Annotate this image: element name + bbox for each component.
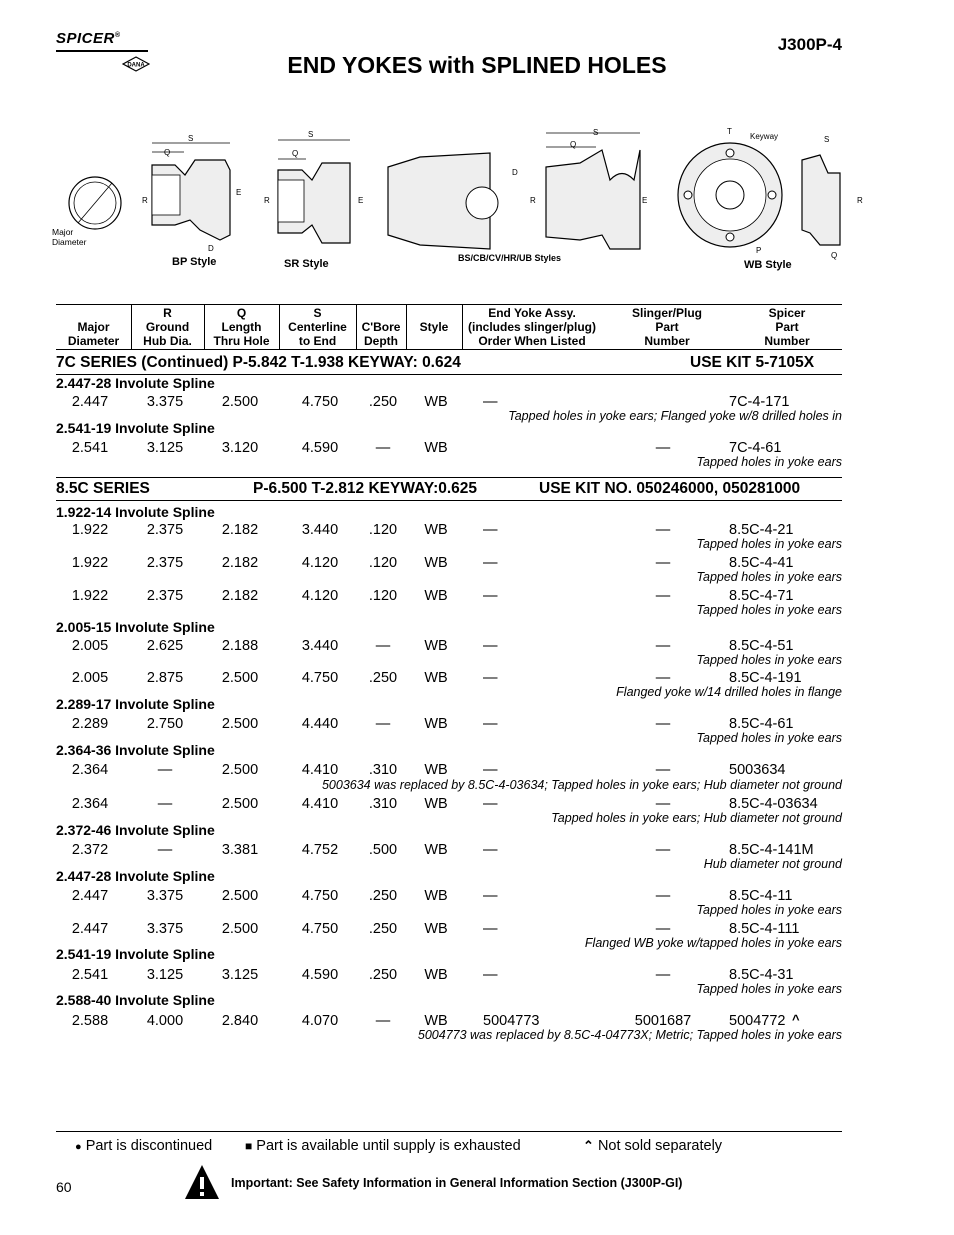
header-cell: [462, 305, 602, 349]
dim-q-sr: Q: [292, 149, 299, 158]
row-note: Hub diameter not ground: [703, 857, 842, 871]
row-note: Tapped holes in yoke ears: [696, 653, 842, 667]
dim-s-bs: S: [593, 128, 599, 137]
page-number: 60: [56, 1179, 72, 1195]
table-cell: —: [375, 716, 391, 732]
table-cell: .250: [368, 888, 398, 904]
row-note: Tapped holes in yoke ears: [696, 731, 842, 745]
major-diameter-label-2: Diameter: [52, 237, 87, 247]
table-cell: 4.120: [301, 588, 339, 604]
table-cell: 8.5C-4-71: [729, 588, 794, 604]
table-cell: .120: [368, 555, 398, 571]
table-cell: 3.125: [146, 967, 184, 983]
dim-q: Q: [164, 148, 171, 157]
dim-r-sr: R: [264, 196, 270, 205]
table-cell: 8.5C-4-31: [729, 967, 794, 983]
wb-style-label: WB Style: [744, 259, 792, 271]
row-note: Tapped holes in yoke ears: [696, 537, 842, 551]
dim-r-bs: R: [530, 196, 536, 205]
table-cell: —: [483, 588, 498, 604]
table-cell: 7C-4-61: [729, 440, 782, 456]
table-cell: 2.500: [221, 796, 259, 812]
dim-r-wb: R: [857, 196, 863, 205]
header-line: Order When Listed: [478, 334, 586, 348]
header-line: Depth: [364, 334, 398, 348]
header-line: Slinger/Plug: [631, 306, 702, 320]
table-cell: —: [483, 638, 498, 654]
header-line: Hub Dia.: [143, 334, 192, 348]
table-cell: —: [157, 762, 173, 778]
header-line: R: [163, 306, 172, 320]
spline-heading: 1.922-14 Involute Spline: [56, 504, 215, 520]
safety-notice: Important: See Safety Information in General Information Section (J300P-GI): [231, 1176, 683, 1190]
table-cell: 2.500: [221, 762, 259, 778]
table-cell: 1.922: [71, 522, 109, 538]
brand-name: SPICER: [56, 30, 115, 47]
table-cell: 3.125: [221, 967, 259, 983]
table-cell: WB: [424, 888, 448, 904]
header-line: (includes slinger/plug): [467, 320, 596, 334]
series-kit-85c: USE KIT NO. 050246000, 050281000: [539, 480, 801, 497]
table-cell: —: [655, 842, 671, 858]
table-cell: —: [483, 842, 498, 858]
table-cell: WB: [424, 1013, 448, 1029]
yoke-diagrams: [50, 125, 870, 275]
table-cell: —: [483, 670, 498, 686]
table-cell: WB: [424, 588, 448, 604]
table-cell: —: [655, 588, 671, 604]
document-code: J300P-4: [777, 35, 842, 54]
bp-style-diagram: [142, 134, 241, 268]
header-cell: [279, 305, 356, 349]
table-cell: 2.182: [221, 588, 259, 604]
table-cell: —: [483, 394, 498, 410]
table-cell: 3.381: [221, 842, 259, 858]
table-cell: 4.590: [301, 967, 339, 983]
table-cell: WB: [424, 555, 448, 571]
header-line: End Yoke Assy.: [488, 306, 576, 320]
dim-e-bs: E: [642, 196, 648, 205]
table-cell: 2.188: [221, 638, 259, 654]
dim-s: S: [188, 134, 194, 143]
table-cell: —: [483, 967, 498, 983]
table-cell: —: [655, 762, 671, 778]
spline-heading: 2.541-19 Involute Spline: [56, 946, 215, 962]
page-title: END YOKES with SPLINED HOLES: [287, 52, 667, 78]
table-cell: 2.372: [71, 842, 109, 858]
dim-r: R: [142, 196, 148, 205]
table-cell: 3.440: [301, 638, 339, 654]
row-note: Tapped holes in yoke ears: [696, 982, 842, 996]
brand-logo: [56, 30, 121, 47]
header-line: Length: [221, 320, 262, 334]
table-cell: .250: [368, 670, 398, 686]
dim-e: E: [236, 188, 242, 197]
table-cell: 2.750: [146, 716, 184, 732]
row-note: 5004773 was replaced by 8.5C-4-04773X; Metric; Tapped holes in yoke ears: [417, 1028, 842, 1042]
header-line: S: [313, 306, 322, 320]
table-cell: WB: [424, 716, 448, 732]
table-header: [56, 304, 842, 350]
spline-heading: 2.541-19 Involute Spline: [56, 420, 215, 436]
major-diameter-label-1: Major: [52, 227, 74, 237]
header-line: [406, 334, 462, 348]
table-cell: 4.750: [301, 670, 339, 686]
table-cell: .120: [368, 522, 398, 538]
header-line: Q: [236, 306, 247, 320]
header-line: Diameter: [67, 334, 120, 348]
row-note: Tapped holes in yoke ears; Hub diameter not ground: [551, 811, 842, 825]
bs-style-diagram: [388, 128, 647, 263]
row-note: Tapped holes in yoke ears; Flanged yoke w/8 drilled holes in: [508, 409, 842, 423]
row-note: Tapped holes in yoke ears: [696, 603, 842, 617]
header-line: Number: [764, 334, 810, 348]
dim-s-sr: S: [308, 130, 314, 139]
table-cell: —: [483, 796, 498, 812]
table-cell: 4.070: [301, 1013, 339, 1029]
dim-e-sr: E: [358, 196, 364, 205]
header-line: Major: [77, 320, 110, 334]
table-cell: —: [655, 716, 671, 732]
brand-reg: ®: [114, 32, 121, 39]
table-cell: 2.375: [146, 522, 184, 538]
sr-style-diagram: [264, 130, 363, 270]
header-line: Ground: [145, 320, 190, 334]
table-cell: .310: [368, 796, 398, 812]
table-cell: —: [483, 762, 498, 778]
header-line: Centerline: [288, 320, 347, 334]
sr-style-label: SR Style: [284, 258, 329, 270]
table-cell: 8.5C-4-61: [729, 716, 794, 732]
table-cell: 3.440: [301, 522, 339, 538]
header-cell: [204, 305, 279, 349]
table-cell: .310: [368, 762, 398, 778]
caret-icon: ⌃: [583, 1138, 594, 1153]
row-note: Flanged yoke w/14 drilled holes in flange: [616, 685, 842, 699]
table-cell: 4.000: [146, 1013, 184, 1029]
table-cell: —: [375, 1013, 391, 1029]
table-cell: 2.840: [221, 1013, 259, 1029]
series-rule-top: [56, 477, 842, 478]
spline-heading: 2.364-36 Involute Spline: [56, 742, 215, 758]
table-cell: 2.447: [71, 394, 109, 410]
header-line: Part: [655, 320, 679, 334]
row-note: Tapped holes in yoke ears: [696, 570, 842, 584]
table-cell: —: [157, 796, 173, 812]
table-cell: WB: [424, 670, 448, 686]
table-cell: 2.005: [71, 638, 109, 654]
wb-style-diagram: [678, 127, 863, 271]
table-cell: .250: [368, 921, 398, 937]
table-cell: 3.125: [146, 440, 184, 456]
table-cell: 4.750: [301, 888, 339, 904]
table-cell: 3.120: [221, 440, 259, 456]
table-cell: —: [655, 921, 671, 937]
bs-style-label: BS/CB/CV/HR/UB Styles: [458, 253, 562, 263]
header-cell: [56, 305, 131, 349]
legend-available-text: Part is available until supply is exhausted: [256, 1138, 521, 1154]
dim-d-bs: D: [512, 168, 518, 177]
series-heading-7c: 7C SERIES (Continued) P-5.842 T-1.938 KEYWAY: 0.624: [56, 354, 461, 371]
keyway-label: Keyway: [750, 132, 779, 141]
table-cell: 2.625: [146, 638, 184, 654]
table-cell: .250: [368, 967, 398, 983]
table-cell: —: [655, 670, 671, 686]
table-cell: —: [483, 522, 498, 538]
header-line: Thru Hole: [213, 334, 270, 348]
table-cell: 8.5C-4-03634: [729, 796, 818, 812]
table-cell: 2.875: [146, 670, 184, 686]
table-cell: WB: [424, 921, 448, 937]
table-cell: —: [655, 888, 671, 904]
legend-not-sold-text: Not sold separately: [597, 1138, 723, 1154]
table-cell: .500: [368, 842, 398, 858]
table-cell: 4.440: [301, 716, 339, 732]
table-cell: 2.364: [71, 796, 109, 812]
series-heading-85c: 8.5C SERIES: [56, 480, 150, 497]
not-sold-mark-icon: ^: [792, 1012, 800, 1027]
table-cell: .120: [368, 588, 398, 604]
table-cell: 3.375: [146, 888, 184, 904]
table-cell: —: [483, 716, 498, 732]
dim-t: T: [727, 127, 732, 136]
header-line: Part: [775, 320, 799, 334]
header-cell: [406, 305, 462, 349]
spline-heading: 2.447-28 Involute Spline: [56, 375, 215, 391]
table-cell: 2.447: [71, 921, 109, 937]
table-cell: 2.500: [221, 716, 259, 732]
table-cell: 2.375: [146, 588, 184, 604]
header-cell: [131, 305, 204, 349]
table-cell: 5001687: [634, 1013, 692, 1029]
table-cell: 3.375: [146, 394, 184, 410]
bullet-icon: ●: [75, 1141, 82, 1153]
table-cell: 4.410: [301, 796, 339, 812]
legend-not-sold: [583, 1138, 722, 1154]
spline-hole-diagram: [52, 177, 121, 247]
table-cell: WB: [424, 638, 448, 654]
table-cell: 2.588: [71, 1013, 109, 1029]
table-cell: WB: [424, 796, 448, 812]
row-note: Flanged WB yoke w/tapped holes in yoke ears: [584, 936, 842, 950]
spline-heading: 2.372-46 Involute Spline: [56, 822, 215, 838]
table-cell: 8.5C-4-51: [729, 638, 794, 654]
table-cell: 8.5C-4-141M: [729, 842, 814, 858]
table-cell: 5004772: [729, 1013, 786, 1029]
dim-q-wb: Q: [831, 251, 838, 260]
table-cell: WB: [424, 522, 448, 538]
spline-heading: 2.005-15 Involute Spline: [56, 619, 215, 635]
table-cell: —: [655, 440, 671, 456]
dim-s-wb: S: [824, 135, 830, 144]
table-cell: 2.447: [71, 888, 109, 904]
table-cell: 4.750: [301, 394, 339, 410]
spline-heading: 2.588-40 Involute Spline: [56, 992, 215, 1008]
header-line: [56, 306, 131, 320]
series-spec-85c: P-6.500 T-2.812 KEYWAY:0.625: [253, 480, 478, 497]
table-cell: —: [483, 555, 498, 571]
table-cell: —: [483, 888, 498, 904]
spline-heading: 2.447-28 Involute Spline: [56, 868, 215, 884]
series-rule: [56, 500, 842, 501]
table-cell: —: [655, 796, 671, 812]
table-cell: 4.752: [301, 842, 339, 858]
header-line: Spicer: [768, 306, 806, 320]
header-line: Number: [644, 334, 690, 348]
footer-rule: [56, 1131, 842, 1132]
header-cell: [602, 305, 732, 349]
legend-discontinued-text: Part is discontinued: [85, 1138, 213, 1154]
table-cell: 2.541: [71, 440, 109, 456]
header-cell: [732, 305, 842, 349]
table-cell: 1.922: [71, 588, 109, 604]
header-line: [356, 306, 406, 320]
table-cell: 2.182: [221, 522, 259, 538]
table-cell: WB: [424, 394, 448, 410]
table-cell: 2.500: [221, 394, 259, 410]
table-cell: 2.182: [221, 555, 259, 571]
dim-p: P: [756, 246, 762, 255]
row-note: 5003634 was replaced by 8.5C-4-03634; Tapped holes in yoke ears; Hub diameter not ground: [321, 778, 842, 792]
row-note: Tapped holes in yoke ears: [696, 455, 842, 469]
table-cell: 4.120: [301, 555, 339, 571]
table-cell: 2.375: [146, 555, 184, 571]
header-cell: [356, 305, 406, 349]
table-cell: 8.5C-4-11: [729, 888, 793, 904]
table-cell: 2.289: [71, 716, 109, 732]
table-cell: —: [655, 638, 671, 654]
table-cell: 5004773: [483, 1013, 540, 1029]
dim-d: D: [208, 244, 214, 253]
table-cell: 7C-4-171: [729, 394, 790, 410]
table-cell: WB: [424, 440, 448, 456]
table-cell: 3.375: [146, 921, 184, 937]
table-cell: 8.5C-4-191: [729, 670, 802, 686]
table-cell: —: [157, 842, 173, 858]
table-cell: WB: [424, 967, 448, 983]
table-cell: 4.750: [301, 921, 339, 937]
header-line: Style: [419, 320, 449, 334]
table-cell: —: [375, 638, 391, 654]
legend-available: [245, 1138, 521, 1154]
table-cell: 4.590: [301, 440, 339, 456]
row-note: Tapped holes in yoke ears: [696, 903, 842, 917]
series-kit-7c: USE KIT 5-7105X: [690, 354, 815, 371]
table-cell: 2.541: [71, 967, 109, 983]
bp-style-label: BP Style: [172, 256, 217, 268]
table-cell: 4.410: [301, 762, 339, 778]
table-cell: 2.005: [71, 670, 109, 686]
table-cell: WB: [424, 842, 448, 858]
table-cell: —: [655, 967, 671, 983]
table-cell: 2.364: [71, 762, 109, 778]
table-cell: 1.922: [71, 555, 109, 571]
header-line: C'Bore: [361, 320, 401, 334]
table-cell: —: [655, 555, 671, 571]
table-cell: WB: [424, 762, 448, 778]
table-cell: —: [655, 522, 671, 538]
square-icon: ■: [245, 1139, 253, 1153]
header-line: [406, 306, 462, 320]
warning-icon: [184, 1163, 220, 1201]
table-cell: 5003634: [729, 762, 786, 778]
table-cell: 2.500: [221, 888, 259, 904]
dana-logo-text: DANA: [127, 62, 145, 69]
table-cell: 8.5C-4-111: [729, 921, 800, 937]
table-cell: 2.500: [221, 670, 259, 686]
spline-heading: 2.289-17 Involute Spline: [56, 696, 215, 712]
table-cell: —: [375, 440, 391, 456]
table-cell: 8.5C-4-21: [729, 522, 794, 538]
table-cell: 2.500: [221, 921, 259, 937]
table-cell: .250: [368, 394, 398, 410]
legend-discontinued: [75, 1138, 212, 1154]
table-cell: 8.5C-4-41: [729, 555, 794, 571]
dim-q-bs: Q: [570, 140, 577, 149]
table-cell: —: [483, 921, 498, 937]
header-line: to End: [298, 334, 337, 348]
